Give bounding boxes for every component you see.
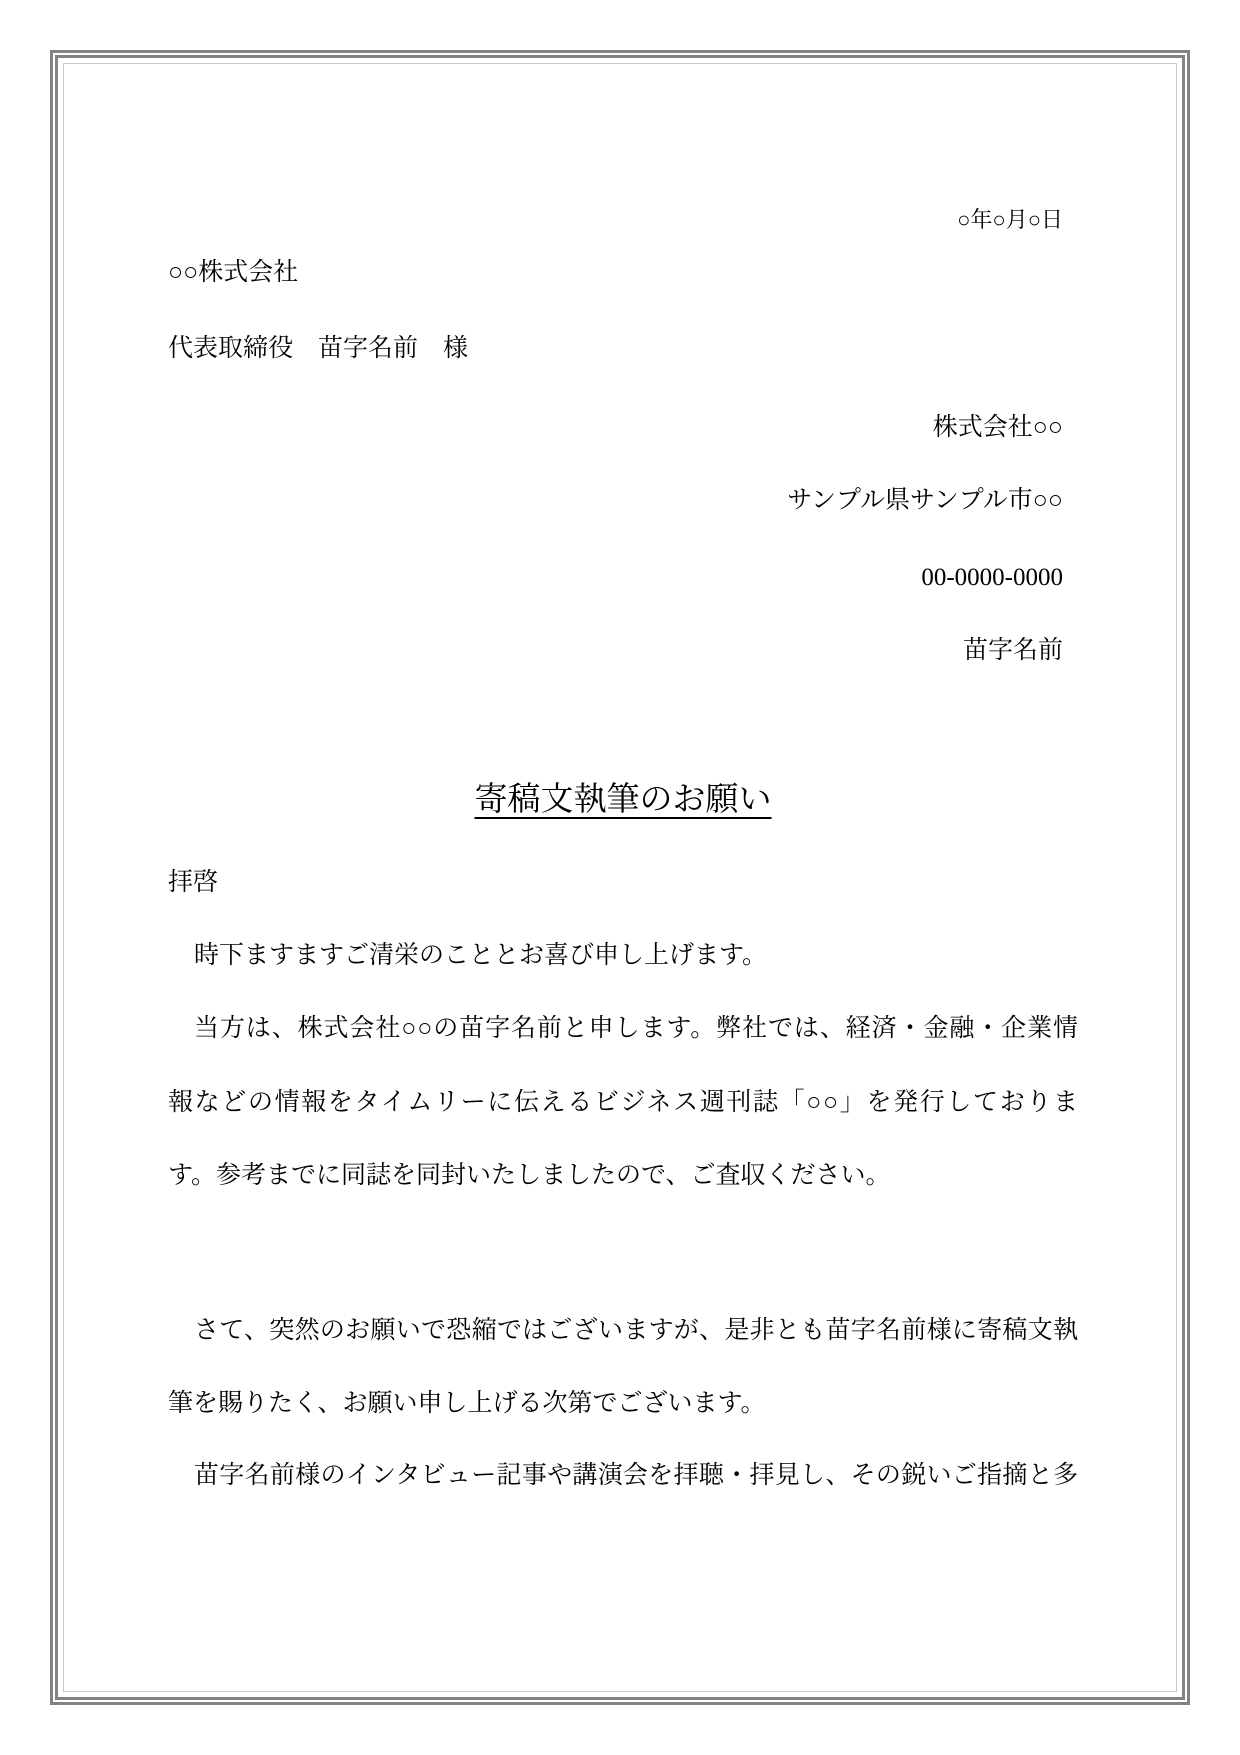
salutation: 拝啓: [168, 869, 219, 896]
letter-title: 寄稿文執筆のお願い: [474, 782, 772, 818]
body-line: さて、突然のお願いで恐縮ではございますが、是非とも苗字名前様に寄稿文執: [194, 1317, 1078, 1344]
letter-date: ○年○月○日: [957, 207, 1063, 232]
sender-name: 苗字名前: [962, 637, 1063, 664]
page-border-frame: [50, 50, 1190, 1705]
sender-company: 株式会社○○: [932, 414, 1063, 441]
body-line: 報などの情報をタイムリーに伝えるビジネス週刊誌「○○」を発行しておりま: [168, 1089, 1078, 1116]
body-line: す。参考までに同誌を同封いたしましたので、ご査収ください。: [168, 1162, 891, 1189]
recipient-company: ○○株式会社: [168, 259, 299, 286]
page-border-frame-inner: [63, 63, 1177, 1692]
body-line: 苗字名前様のインタビュー記事や講演会を拝聴・拝見し、その鋭いご指摘と多: [194, 1462, 1078, 1489]
sender-address: サンプル県サンプル市○○: [787, 487, 1063, 514]
body-line: 筆を賜りたく、お願い申し上げる次第でございます。: [168, 1390, 766, 1417]
body-line: 当方は、株式会社○○の苗字名前と申します。弊社では、経済・金融・企業情: [194, 1015, 1078, 1042]
recipient-person: 代表取締役 苗字名前 様: [168, 335, 469, 362]
sender-phone: 00-0000-0000: [921, 564, 1063, 591]
body-line: 時下ますますご清栄のこととお喜び申し上げます。: [194, 942, 768, 969]
page-border-frame-middle: [55, 55, 1185, 1700]
